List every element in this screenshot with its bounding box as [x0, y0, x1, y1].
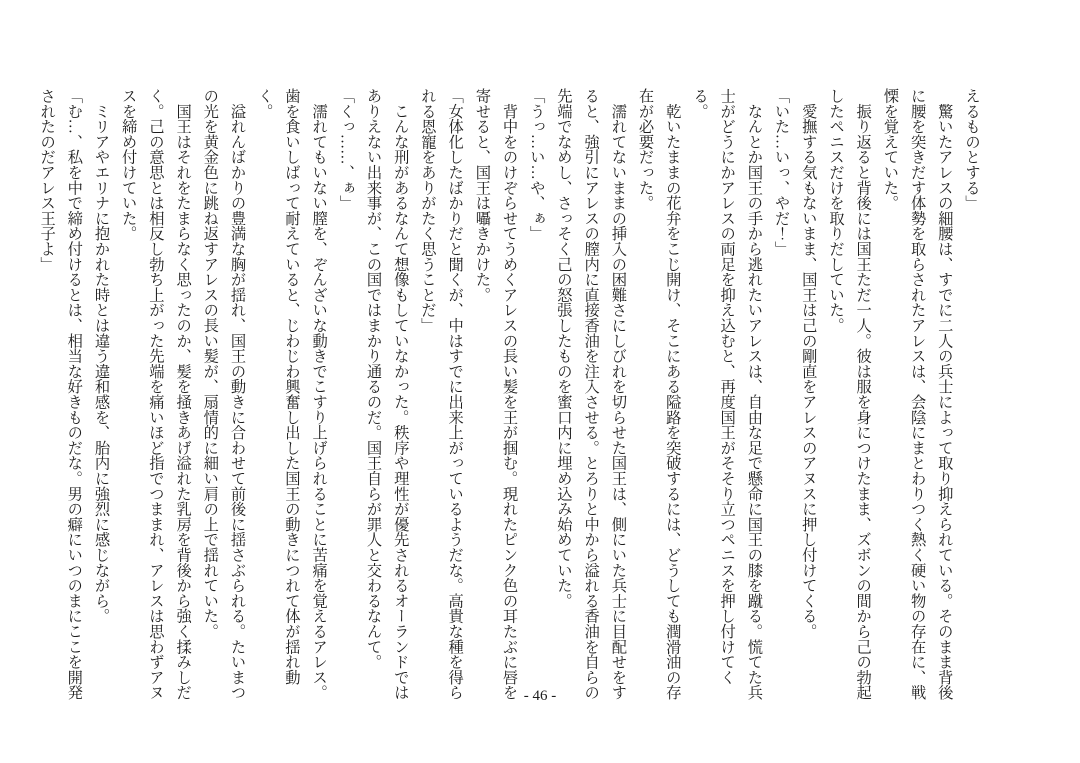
paragraph: 驚いたアレスの細腰は、すでに二人の兵士によって取り抑えられている。そのまま背後に腰を突きだす体勢を取らされたアレスは、会陰にまとわりつく熱く硬い物の存在に、戦慄を覚えていた。 [881, 88, 953, 700]
paragraph: 振り返ると背後には国王ただ一人。彼は服を身につけたまま、ズボンの間から己の勃起したペニスだけを取りだしていた。 [826, 88, 872, 700]
paragraph: 背中をのけぞらせてうめくアレスの長い髪を王が掴む。現れたピンク色の耳たぶに唇を寄せると、国王は囁きかけた。 [473, 88, 518, 700]
page-number: - 46 - [523, 688, 557, 704]
paragraph: 「む…、私を中で締め付けるとは、相当な好きものだな。男の癖にいつのまにここを開発されたのだアレス王子よ」 [38, 88, 83, 700]
paragraph: なんとか国王の手から逃れたいアレスは、自由な足で懸命に国王の膝を蹴る。慌てた兵士がどうにかアレスの両足を抑え込むと、再度国王がそそり立つペニスを押し付けてくる。 [690, 88, 763, 700]
paragraph: ミリアやエリナに抱かれた時とは違う違和感を、胎内に強烈に感じながら。 [92, 88, 110, 624]
paragraph: 溢れんばかりの豊満な胸が揺れ、国王の動きに合わせて前後に揺さぶられる。たいまつの光を黄金色に跳ね返すアレスの長い髪が、扇情的に細い肩の上で揺れていた。 [201, 88, 246, 700]
paragraph: こんな刑があるなんて想像もしていなかった。秩序や理性が優先されるオーランドではありえない出来事が、この国ではまかり通るのだ。国王自らが罪人と交わるなんて。 [364, 88, 409, 700]
vertical-text-block [33, 88, 985, 712]
paragraph: 愛撫する気もないまま、国王は己の剛直をアレスのアヌスに押し付けてくる。 [799, 88, 817, 639]
paragraph: えるものとする」 [963, 88, 980, 211]
paragraph: 濡れてもいない膣を、ぞんざいな動きでこすり上げられることに苦痛を覚えるアレス。歯を食いしばって耐えていると、じわじわ興奮し出した国王の動きにつれて体が揺れ動く。 [255, 88, 328, 700]
paragraph: 国王はそれをたまらなく思ったのか、髪を掻きあげ溢れた乳房を背後から強く揉みしだく。己の意思とは相反し勃ち上がった先端を痛いほど指でつままれ、アレスは思わずアヌスを締め付けていた。 [119, 88, 192, 700]
paragraph: 「女体化したばかりだと聞くが、中はすでに出来上がっているようだな。高貴な種を得られる恩寵をありがたく思うことだ」 [418, 88, 464, 700]
paragraph: 「うっ…い…や、ぁ」 [527, 88, 545, 241]
paragraph: 濡れてないままの挿入の困難さにしびれを切らせた国王は、側にいた兵士に目配せをすると、強引にアレスの膣内に直接香油を注入させる。とろりと中から溢れる香油を自らの先端でなめし、さっそく己の怒張したものを蜜口内に埋め込み始めていた。 [554, 88, 627, 700]
paragraph: 「くっ……、ぁ」 [337, 88, 355, 211]
paragraph: 乾いたままの花弁をこじ開け、そこにある隘路を突破するには、どうしても潤滑油の存在が必要だった。 [636, 88, 681, 700]
paragraph: 「いた…いっ、やだ！」 [772, 88, 790, 257]
